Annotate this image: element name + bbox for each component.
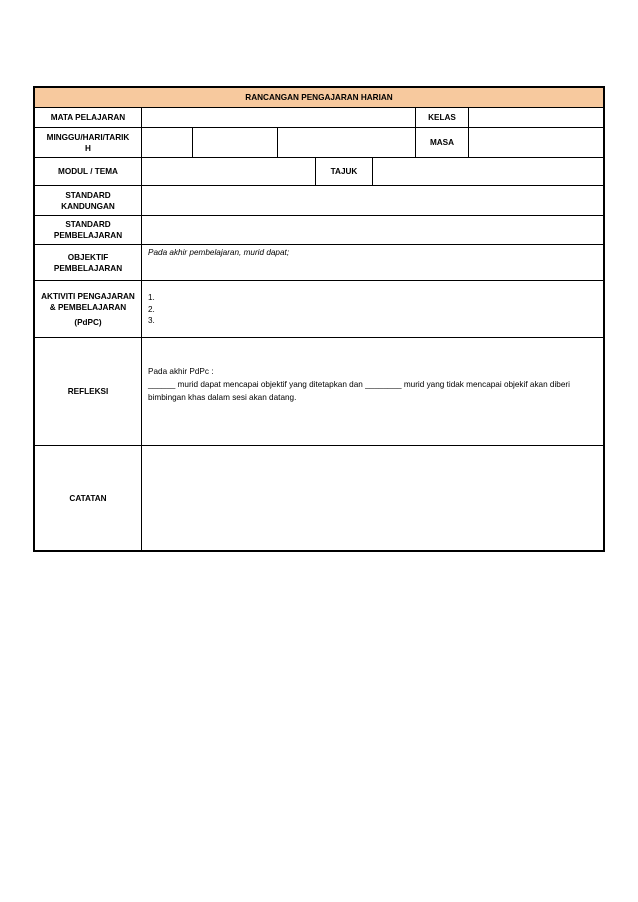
tajuk-field[interactable]	[373, 158, 603, 186]
label-akt-line3: (PdPC)	[74, 317, 102, 327]
label-sp-line2: PEMBELAJARAN	[53, 231, 123, 240]
hari-field[interactable]	[193, 128, 278, 158]
aktiviti-item: 2.	[148, 304, 155, 314]
mata-pelajaran-field[interactable]	[142, 108, 416, 128]
label-standard-pembelajaran	[35, 216, 142, 245]
objektif-text: Pada akhir pembelajaran, murid dapat;	[148, 248, 290, 257]
tarikh-field[interactable]	[278, 128, 416, 158]
label-refleksi: REFLEKSI	[35, 338, 142, 446]
refleksi-line: ______ murid dapat mencapai objektif yang ditetapkan dan ________ murid yang tidak mencapai objekif akan diberi	[148, 380, 570, 389]
form-title: RANCANGAN PENGAJARAN HARIAN	[35, 88, 603, 108]
label-obj-line2: PEMBELAJARAN	[53, 263, 123, 273]
refleksi-line: Pada akhir PdPc :	[148, 367, 214, 376]
minggu-field[interactable]	[142, 128, 193, 158]
label-minggu-line2: H	[85, 143, 91, 153]
modul-tema-field[interactable]	[142, 158, 316, 186]
label-akt-line2: & PEMBELAJARAN	[49, 302, 127, 312]
aktiviti-item: 3.	[148, 316, 155, 325]
label-akt-line1: AKTIVITI PENGAJARAN	[41, 291, 135, 301]
catatan-field[interactable]	[142, 446, 603, 550]
aktiviti-item: 1.	[148, 293, 155, 302]
refleksi-line: bimbingan khas dalam sesi akan datang.	[148, 393, 297, 402]
label-objektif-pembelajaran	[35, 245, 142, 281]
label-masa: MASA	[416, 128, 469, 158]
label-sp-line1: STANDARD	[65, 220, 111, 229]
rph-form-table	[33, 86, 605, 552]
label-obj-line1: OBJEKTIF	[67, 252, 109, 262]
label-standard-kandungan	[35, 186, 142, 216]
masa-field[interactable]	[469, 128, 603, 158]
label-minggu-line1: MINGGU/HARI/TARIK	[46, 132, 130, 142]
refleksi-text	[148, 365, 583, 404]
label-sk-line1: STANDARD	[65, 190, 111, 200]
label-aktiviti	[35, 281, 142, 338]
standard-pembelajaran-field[interactable]	[142, 216, 603, 245]
label-tajuk: TAJUK	[316, 158, 373, 186]
label-minggu-hari-tarikh	[35, 128, 142, 158]
label-mata-pelajaran: MATA PELAJARAN	[35, 108, 142, 128]
objektif-field[interactable]	[142, 245, 603, 281]
label-catatan: CATATAN	[35, 446, 142, 550]
label-sk-line2: KANDUNGAN	[61, 201, 115, 211]
refleksi-field[interactable]	[142, 338, 603, 446]
standard-kandungan-field[interactable]	[142, 186, 603, 216]
kelas-field[interactable]	[469, 108, 603, 128]
aktiviti-field[interactable]	[142, 281, 603, 338]
label-kelas: KELAS	[416, 108, 469, 128]
label-modul-tema: MODUL / TEMA	[35, 158, 142, 186]
